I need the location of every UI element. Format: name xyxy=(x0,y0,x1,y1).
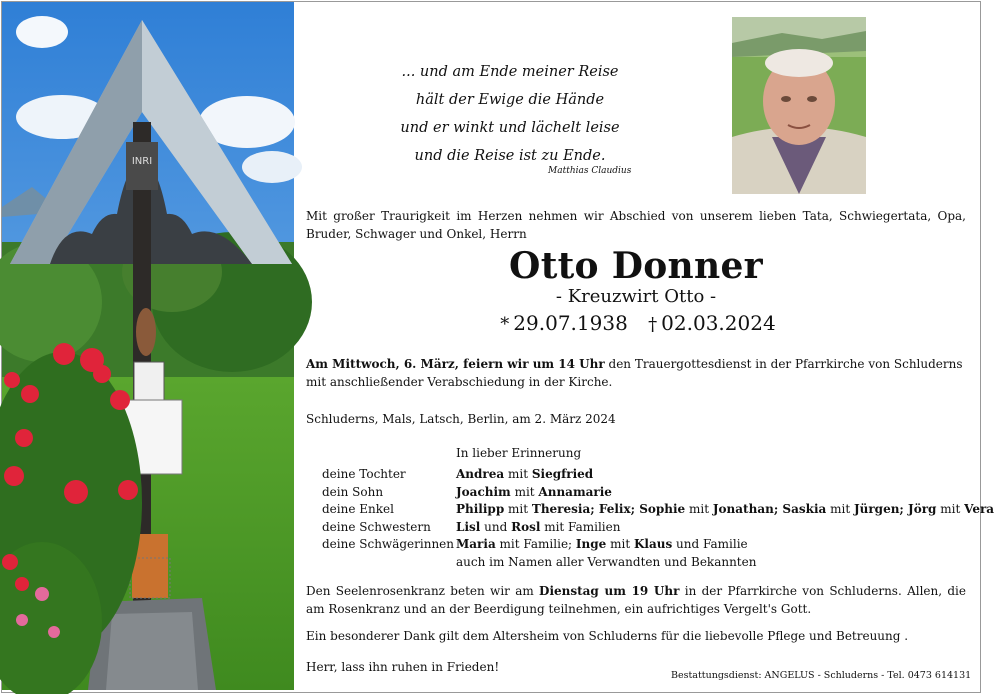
mourner-name-part: Rosl xyxy=(511,519,541,534)
mourner-relation: deine Schwestern xyxy=(322,519,431,534)
intro-text: Mit großer Traurigkeit im Herzen nehmen wir Abschied von unserem lieben Tata, Schwiegertata, Opa, Bruder, Schwager und Onkel, Herrn xyxy=(306,209,966,241)
mourner-names xyxy=(456,484,612,502)
mourner-name-part: mit xyxy=(826,502,854,517)
mourner-relation xyxy=(322,554,456,572)
mourner-name-part: Inge xyxy=(575,537,607,552)
mourner-row xyxy=(322,554,994,572)
life-dates xyxy=(306,310,966,338)
portrait-photo xyxy=(732,17,866,194)
mourner-relation: deine Schwägerinnen xyxy=(322,537,455,552)
rosary-announcement xyxy=(306,582,966,618)
quote-line: hält der Ewige die Hände xyxy=(415,92,605,108)
mourner-name-part: mit xyxy=(510,484,539,499)
mourner-name-part: Jürgen; Jörg xyxy=(853,502,937,517)
quote-line: und die Reise ist zu Ende. xyxy=(414,148,606,164)
mourner-row xyxy=(322,536,994,554)
wayside-cross-photo xyxy=(2,2,294,690)
mourner-name-part: mit xyxy=(504,467,532,481)
birth-date: 29.07.1938 xyxy=(513,311,628,335)
rosary-time: Dienstag um 19 Uhr xyxy=(539,584,680,598)
rosary-text-2: in der Pfarrkirche von Schluderns. Allen, die am Rosenkranz und an der Beerdigung teilnehmen, ein aufrichtiges Vergelt's Gott. xyxy=(306,584,966,616)
mourner-relation: deine Tochter xyxy=(322,467,406,481)
mourner-row xyxy=(322,501,994,519)
closing-prayer: Herr, lass ihn ruhen in Frieden! xyxy=(306,660,500,674)
mourner-name-part: Annamarie xyxy=(538,484,612,499)
mourner-name-part: Theresia; Felix; Sophie xyxy=(531,502,686,517)
mourner-name-part: Maria xyxy=(456,537,496,552)
mourner-name-part: mit Familie; xyxy=(495,537,576,552)
mourner-names xyxy=(456,519,620,537)
mourner-name-part: Andrea xyxy=(456,467,505,481)
mourner-names xyxy=(456,554,756,572)
mourner-name-part: Jonathan; Saskia xyxy=(712,502,827,517)
mourner-name-part: Joachim xyxy=(456,484,511,499)
quote-line: ... und am Ende meiner Reise xyxy=(401,64,619,80)
memory-heading: In lieber Erinnerung xyxy=(456,446,582,460)
mourners-list xyxy=(322,466,994,572)
mourner-name-part: Philipp xyxy=(456,502,505,517)
mourner-name-part: mit Familien xyxy=(540,519,621,534)
service-details: den Trauergottesdienst in der Pfarrkirche von Schluderns mit anschließender Verabschiedung in der Kirche. xyxy=(306,357,963,389)
mourner-relation: deine Enkel xyxy=(322,502,394,517)
rosary-text-1: Den Seelenrosenkranz beten wir am xyxy=(306,584,540,598)
mourner-name-part: auch im Namen aller Verwandten und Bekannten xyxy=(456,554,757,569)
mourner-name-part: Lisl xyxy=(456,519,481,534)
mourner-row xyxy=(322,519,994,537)
mourner-names xyxy=(456,501,994,519)
birth-symbol: * xyxy=(500,314,510,335)
deceased-name: Otto Donner xyxy=(509,245,763,287)
quote-line: und er winkt und lächelt leise xyxy=(400,120,620,136)
mourner-name-part: und xyxy=(480,519,512,534)
deceased-nickname: - Kreuzwirt Otto - xyxy=(555,286,717,307)
mourner-name-part: und Familie xyxy=(672,537,748,552)
mourner-relation: dein Sohn xyxy=(322,484,384,499)
mourner-name-part: mit xyxy=(936,502,965,517)
death-symbol: † xyxy=(648,314,658,335)
service-time: Am Mittwoch, 6. März, feiern wir um 14 Uhr xyxy=(306,357,605,371)
cross-plaque-text: INRI xyxy=(131,156,153,167)
mourner-name-part: mit xyxy=(685,502,713,517)
mourner-row xyxy=(322,466,994,484)
mourner-names xyxy=(456,466,593,484)
mourner-name-part: Vera xyxy=(964,502,994,517)
quote-block xyxy=(370,58,650,170)
mourner-row xyxy=(322,484,994,502)
mourner-name-part: mit xyxy=(606,537,634,552)
mourner-name-part: Siegfried xyxy=(531,467,594,481)
place-date: Schluderns, Mals, Latsch, Berlin, am 2. März 2024 xyxy=(306,412,616,426)
mourner-names xyxy=(456,536,748,554)
mourner-name-part: mit xyxy=(504,502,532,517)
service-announcement xyxy=(306,355,966,391)
quote-author: Matthias Claudius xyxy=(548,166,632,176)
mourner-name-part: Klaus xyxy=(633,537,673,552)
funeral-service-footer: Bestattungsdienst: ANGELUS - Schluderns - Tel. 0473 614131 xyxy=(671,670,972,681)
thanks-text: Ein besonderer Dank gilt dem Altersheim von Schluderns für die liebevolle Pflege und Betreuung . xyxy=(306,629,909,643)
death-date: 02.03.2024 xyxy=(661,311,776,335)
